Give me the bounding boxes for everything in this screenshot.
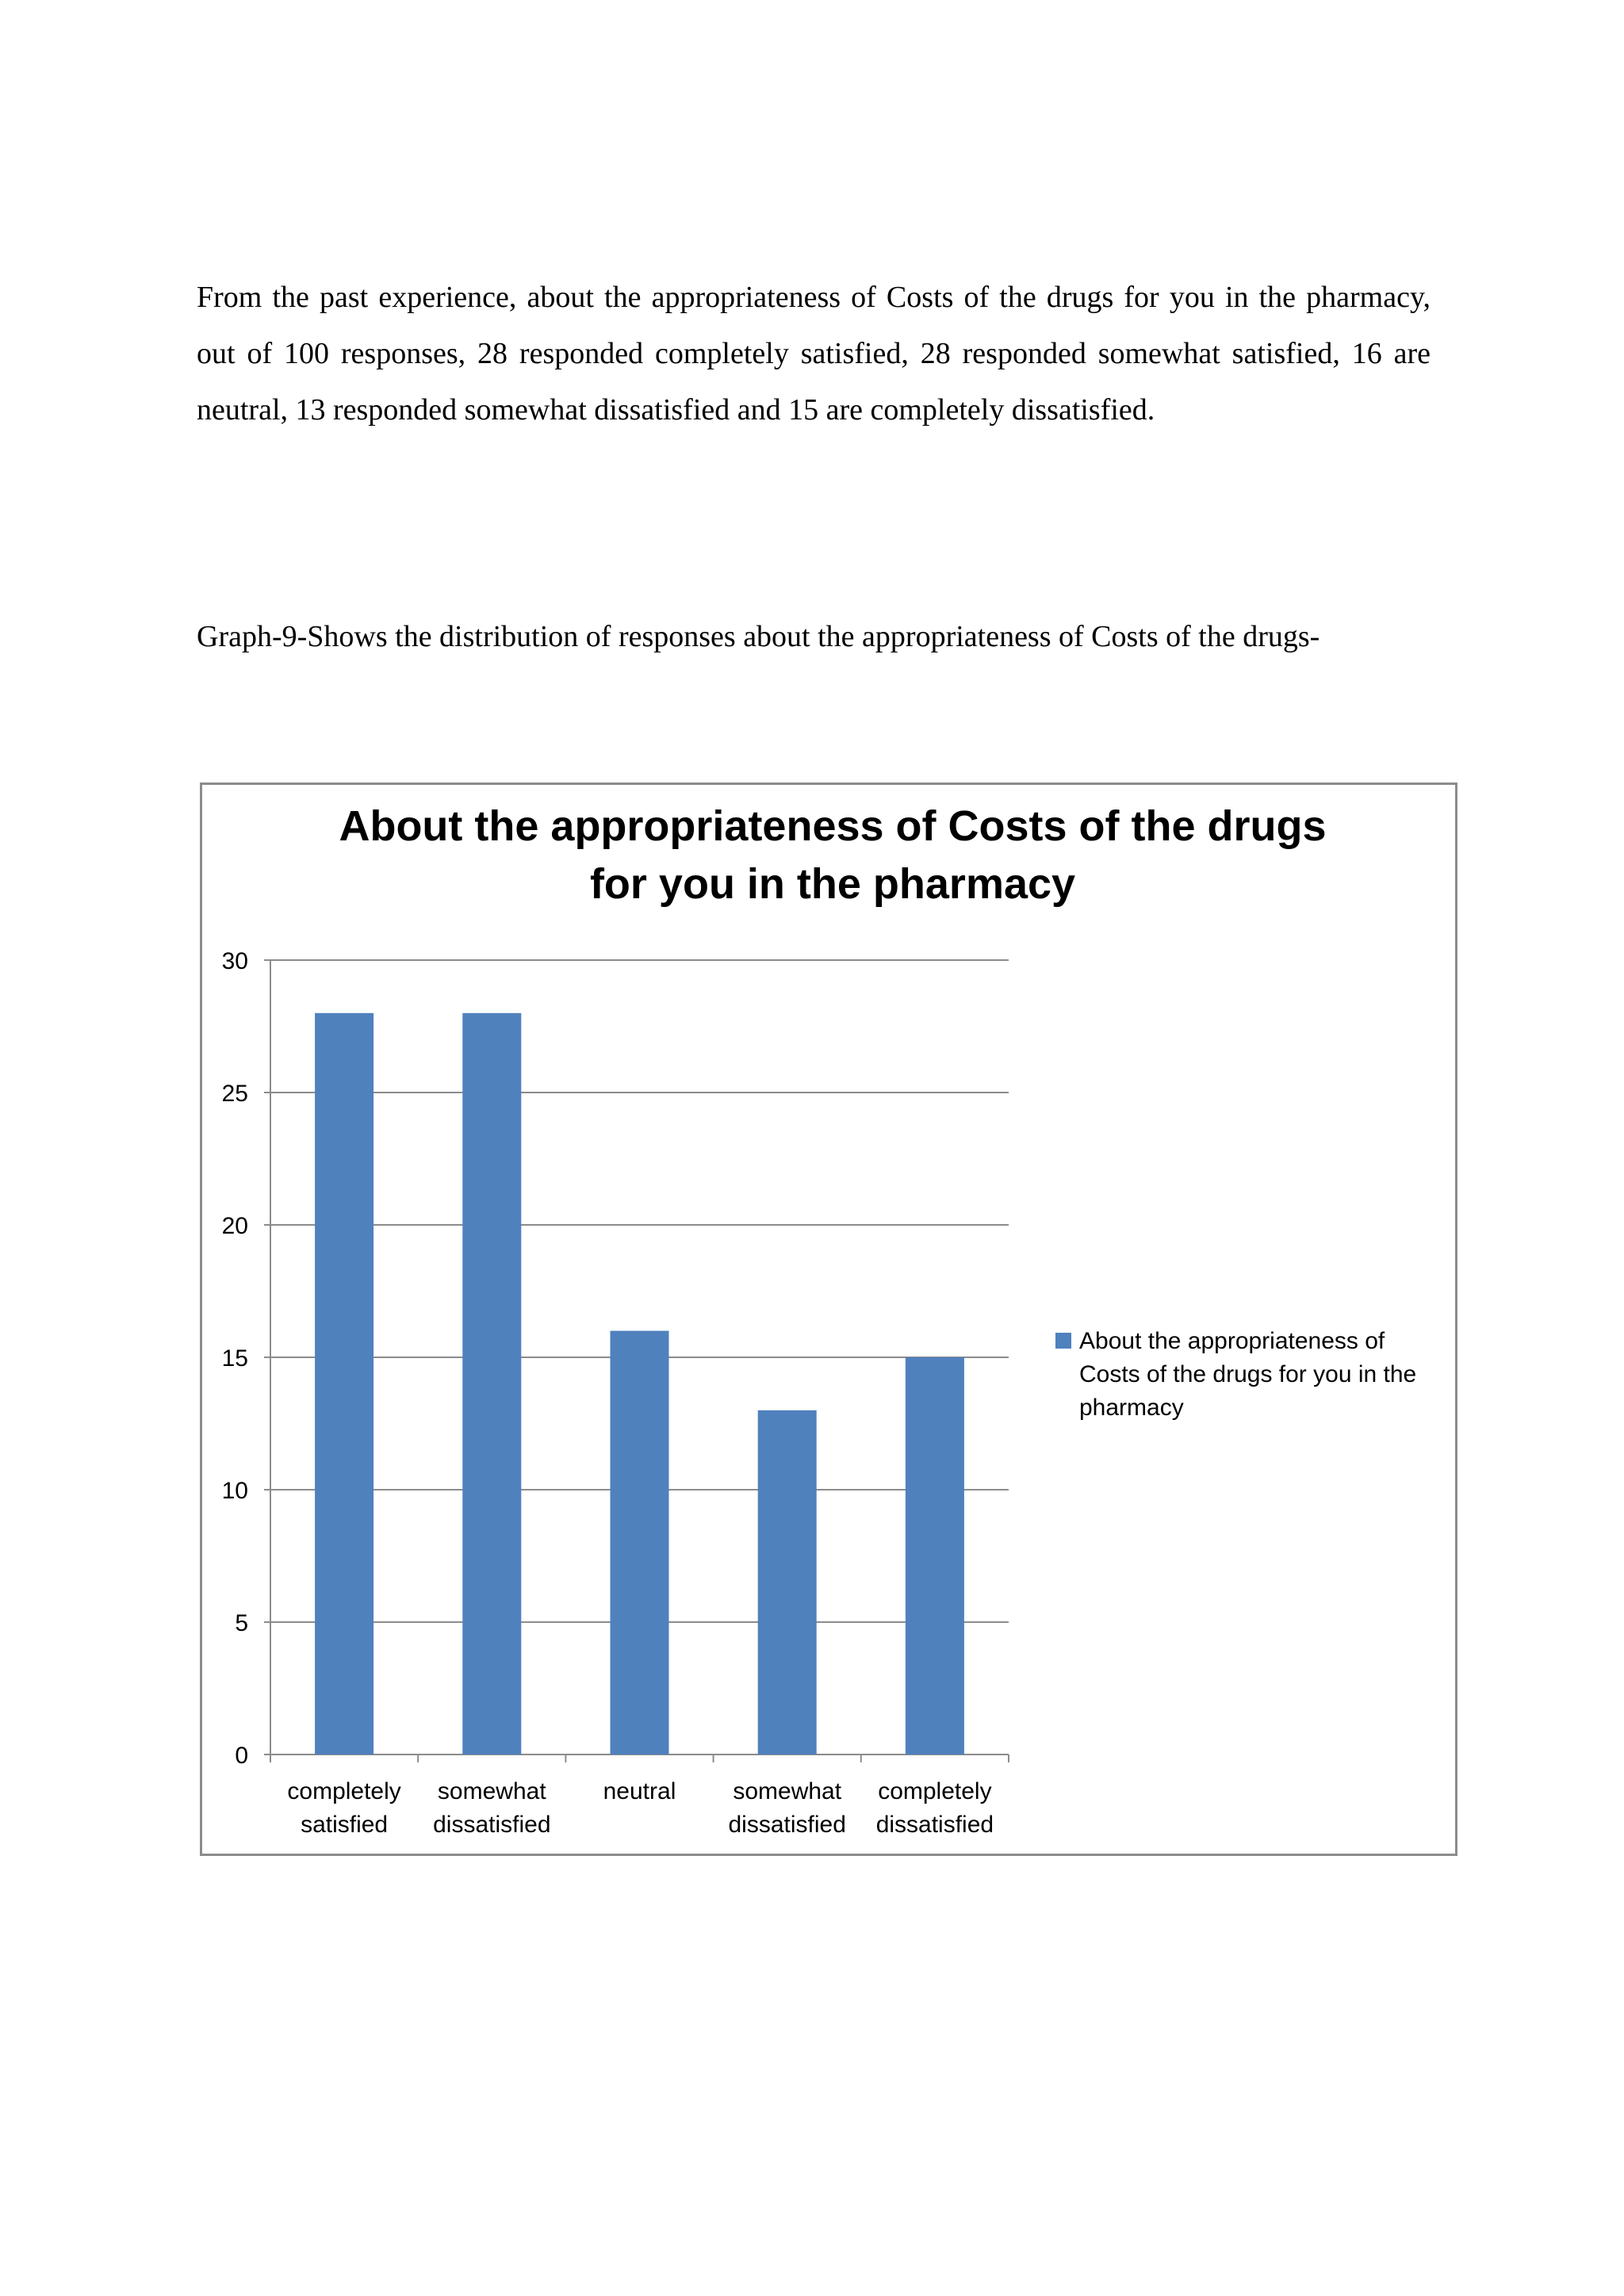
bar	[315, 1013, 373, 1755]
body-paragraph: From the past experience, about the appropriateness of Costs of the drugs for you in the pharmacy, out of 100 responses, 28 responded completely satisfied, 28 responded somewhat satisfied, 16 are neutral, 13 responded somewhat dissatisfied and 15 are completely dissatisfied.	[197, 281, 1431, 427]
x-category-label: completely	[878, 1778, 992, 1804]
graph-caption: Graph-9-Shows the distribution of responses about the appropriateness of Costs of the drugs-	[197, 620, 1320, 653]
bar	[611, 1331, 669, 1755]
bar	[758, 1410, 817, 1755]
x-category-label: neutral	[603, 1778, 676, 1804]
y-tick-label: 25	[221, 1081, 248, 1107]
x-category-label: dissatisfied	[728, 1812, 846, 1838]
y-tick-label: 15	[221, 1345, 248, 1372]
x-category-label: satisfied	[301, 1812, 389, 1838]
chart-title-line: About the appropriateness of Costs of the drugs	[339, 802, 1327, 850]
x-category-label: dissatisfied	[433, 1812, 551, 1838]
legend-label: Costs of the drugs for you in the	[1079, 1361, 1417, 1387]
x-category-label: somewhat	[437, 1778, 546, 1804]
x-category-label: completely	[287, 1778, 401, 1804]
chart-title-line: for you in the pharmacy	[589, 860, 1076, 908]
bar-chart	[202, 785, 1455, 1854]
x-category-label: somewhat	[733, 1778, 842, 1804]
bar	[906, 1357, 964, 1755]
bar	[462, 1013, 521, 1755]
y-tick-label: 5	[235, 1610, 248, 1636]
y-tick-label: 20	[221, 1213, 248, 1239]
legend-label: About the appropriateness of	[1079, 1328, 1385, 1354]
legend-label: pharmacy	[1079, 1395, 1184, 1421]
x-category-label: dissatisfied	[875, 1812, 994, 1838]
y-tick-label: 0	[235, 1743, 248, 1769]
y-tick-label: 30	[221, 948, 248, 974]
legend-swatch	[1055, 1333, 1071, 1349]
chart-container	[200, 783, 1457, 1856]
y-tick-label: 10	[221, 1478, 248, 1504]
